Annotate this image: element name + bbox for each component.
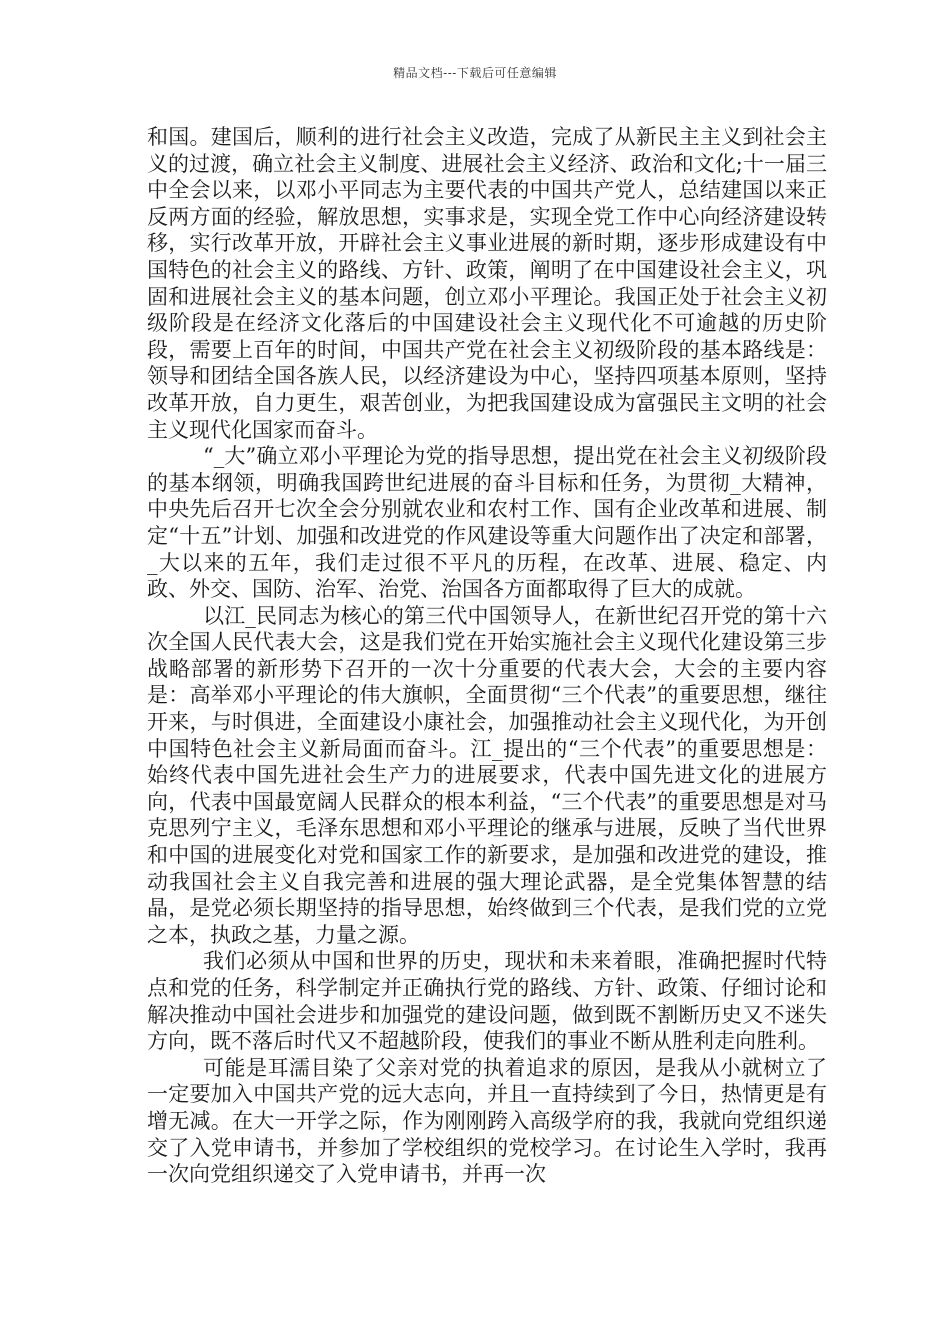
paragraph-2: “_大”确立邓小平理论为党的指导思想，提出党在社会主义初级阶段的基本纲领，明确我国跨世纪进展的奋斗目标和任务，为贯彻_大精神，中央先后召开七次全会分别就农业和农村工作、国有企业改革和进展、制定“十五”计划、加强和改进党的作风建设等重大问题作出了决定和部署，_大以来的五年，我们走过很不平凡的历程，在改革、进展、稳定、内政、外交、国防、治军、治党、治国各方面都取得了巨大的成就。 — [147, 444, 827, 602]
paragraph-3: 以江_民同志为核心的第三代中国领导人，在新世纪召开党的第十六次全国人民代表大会，这是我们党在开始实施社会主义现代化建设第三步战略部署的新形势下召开的一次十分重要的代表大会，大会的主要内容是：高举邓小平理论的伟大旗帜，全面贯彻“三个代表”的重要思想，继往开来，与时俱进，全面建设小康社会，加强推动社会主义现代化，为开创中国特色社会主义新局面而奋斗。江_提出的“三个代表”的重要思想是：始终代表中国先进社会生产力的进展要求，代表中国先进文化的进展方向，代表中国最宽阔人民群众的根本利益，“三个代表”的重要思想是对马克思列宁主义，毛泽东思想和邓小平理论的继承与进展，反映了当代世界和中国的进展变化对党和国家工作的新要求，是加强和改进党的建设，推动我国社会主义自我完善和进展的强大理论武器，是全党集体智慧的结晶，是党必须长期坚持的指导思想，始终做到三个代表，是我们党的立党之本，执政之基，力量之源。 — [147, 603, 827, 947]
document-body — [147, 124, 827, 1188]
paragraph-1: 和国。建国后，顺利的进行社会主义改造，完成了从新民主主义到社会主义的过渡，确立社会主义制度、进展社会主义经济、政治和文化;十一届三中全会以来，以邓小平同志为主要代表的中国共产党人，总结建国以来正反两方面的经验，解放思想，实事求是，实现全党工作中心向经济建设转移，实行改革开放，开辟社会主义事业进展的新时期，逐步形成建设有中国特色的社会主义的路线、方针、政策，阐明了在中国建设社会主义，巩固和进展社会主义的基本问题，创立邓小平理论。我国正处于社会主义初级阶段是在经济文化落后的中国建设社会主义现代化不可逾越的历史阶段，需要上百年的时间，中国共产党在社会主义初级阶段的基本路线是：领导和团结全国各族人民，以经济建设为中心，坚持四项基本原则，坚持改革开放，自力更生，艰苦创业，为把我国建设成为富强民主文明的社会主义现代化国家而奋斗。 — [147, 125, 827, 442]
paragraph-5: 可能是耳濡目染了父亲对党的执着追求的原因，是我从小就树立了一定要加入中国共产党的远大志向，并且一直持续到了今日，热情更是有增无减。在大一开学之际，作为刚刚跨入高级学府的我，我就向党组织递交了入党申请书，并参加了学校组织的党校学习。在讨论生入学时，我再一次向党组织递交了入党申请书，并再一次 — [147, 1055, 827, 1187]
page-header: 精品文档---下载后可任意编辑 — [393, 66, 557, 80]
paragraph-4: 我们必须从中国和世界的历史，现状和未来着眼，准确把握时代特点和党的任务，科学制定并正确执行党的路线、方针、政策、仔细讨论和解决推动中国社会进步和加强党的建设问题，做到既不割断历史又不迷失方向，既不落后时代又不超越阶段，使我们的事业不断从胜利走向胜利。 — [147, 949, 827, 1054]
